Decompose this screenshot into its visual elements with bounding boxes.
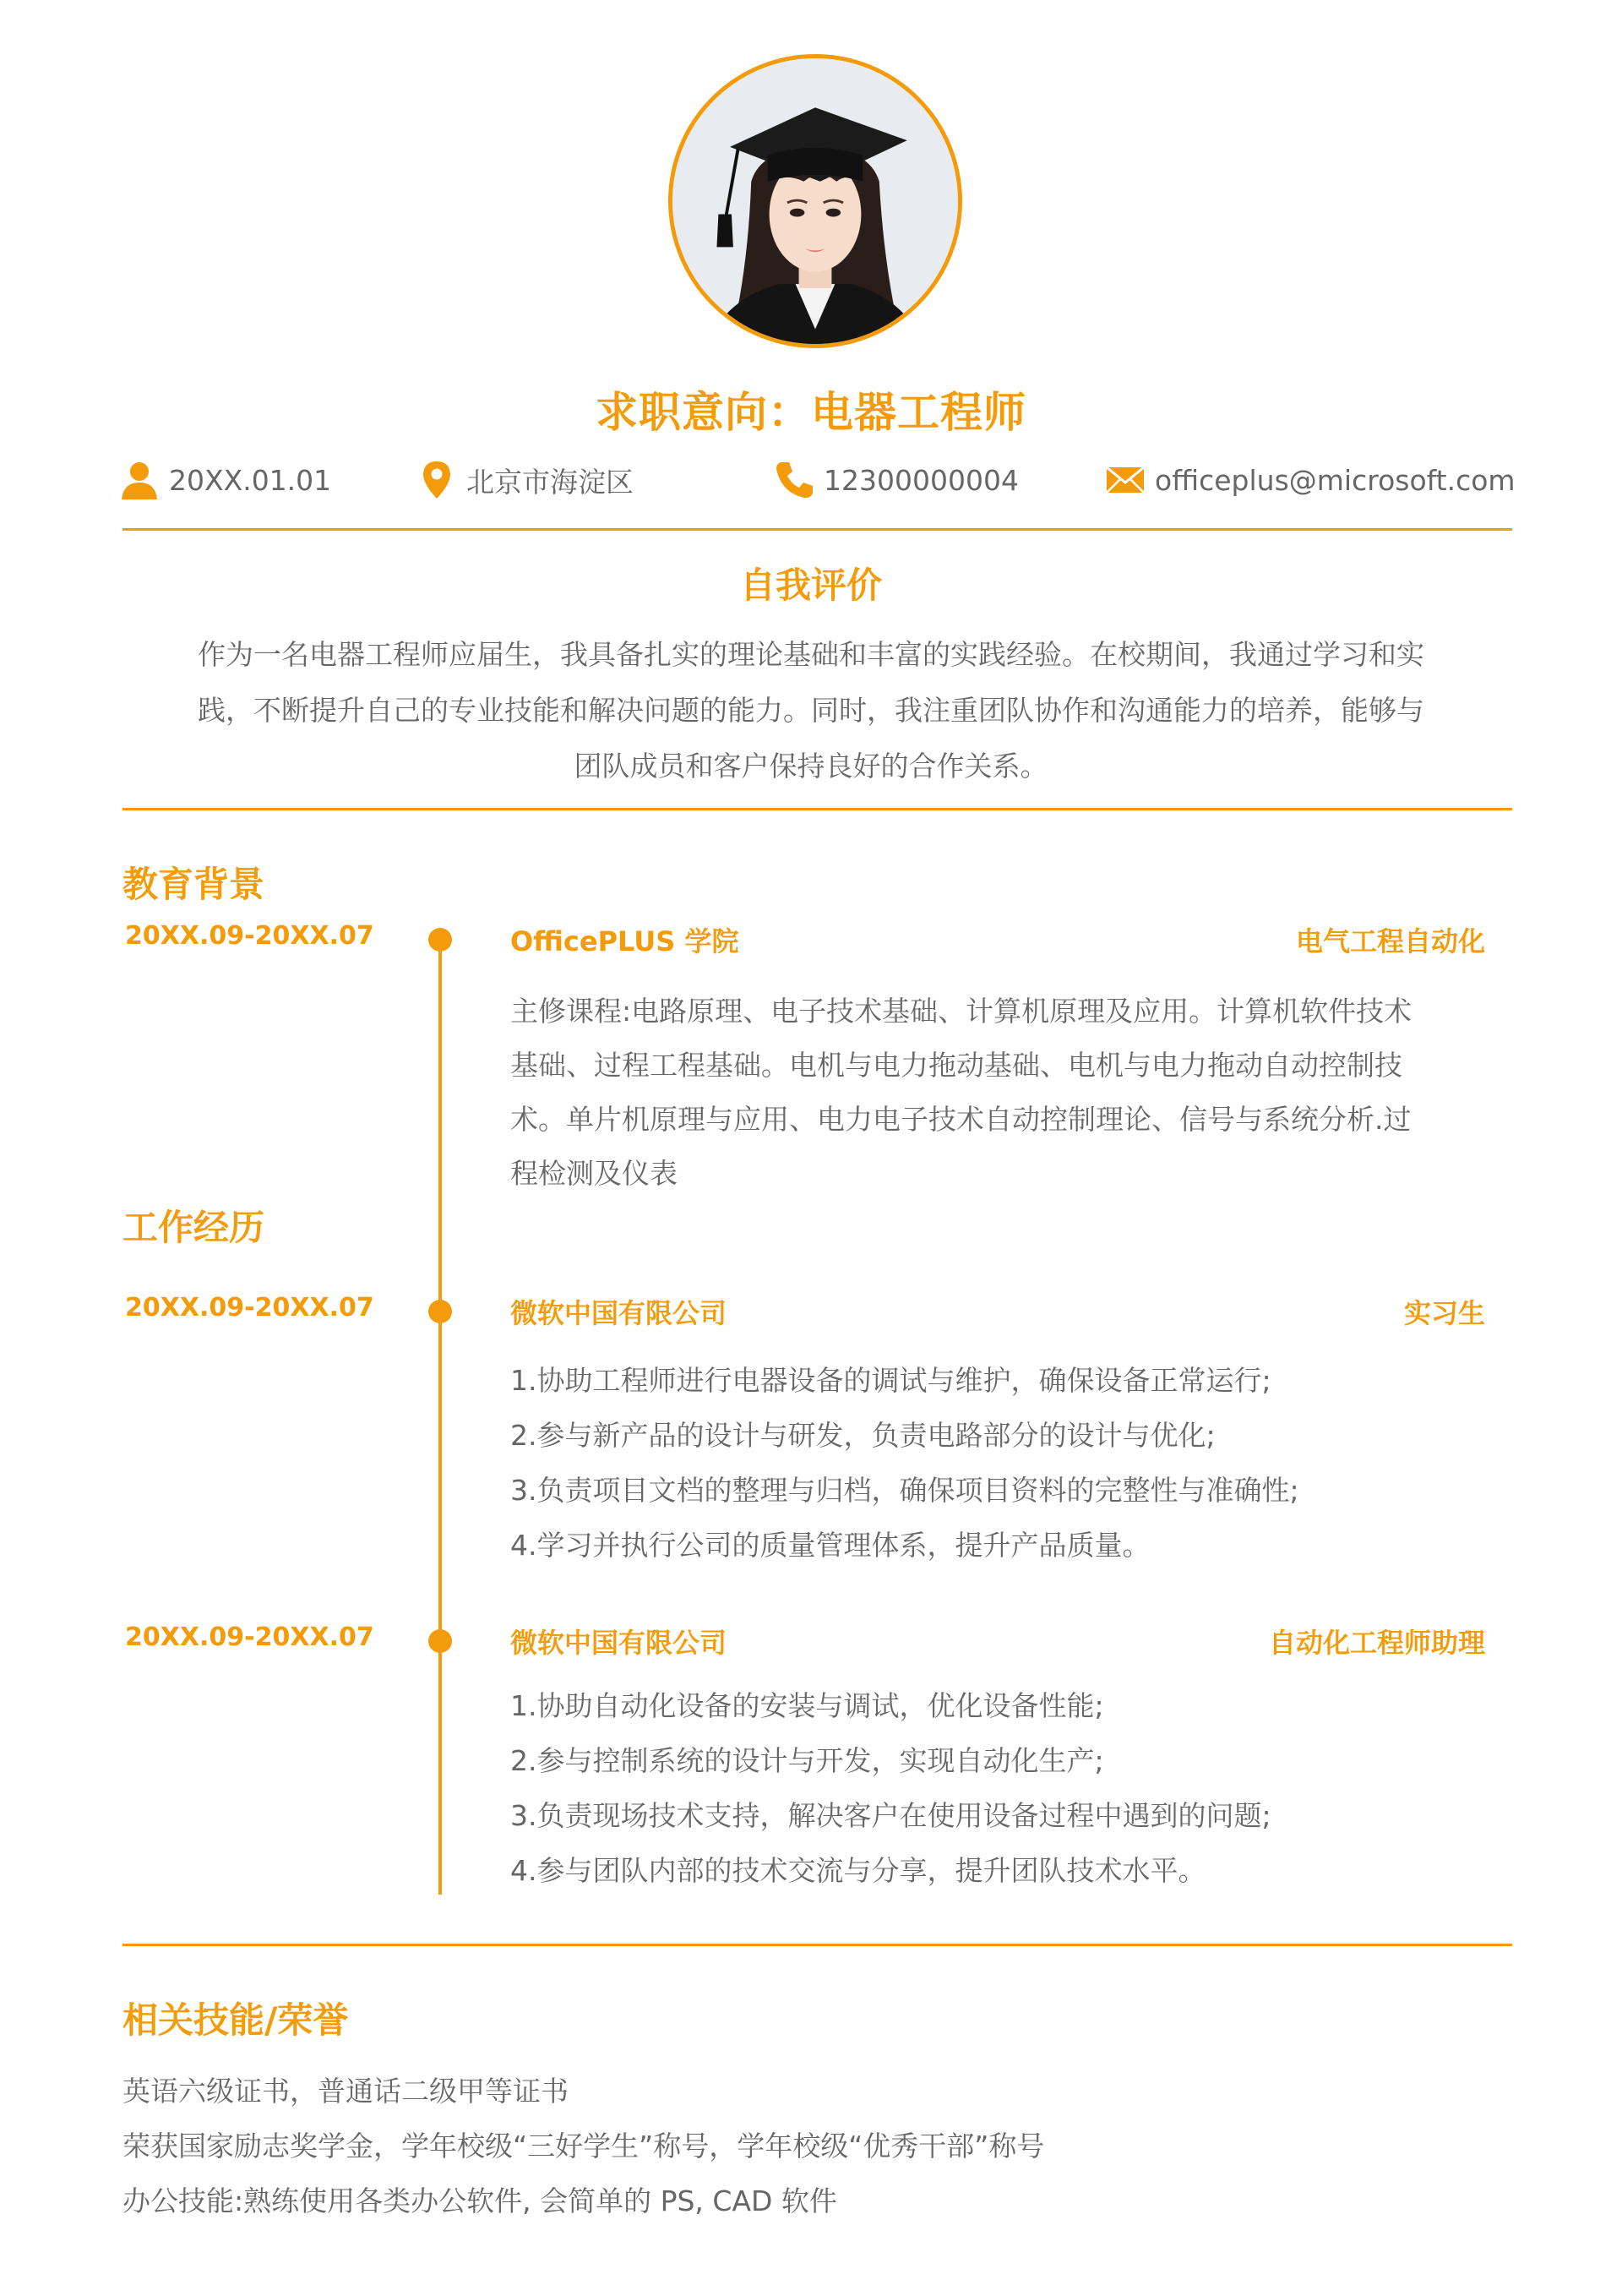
work-duties [510,1678,1490,1898]
job-role: 自动化工程师助理 [1268,1627,1485,1659]
education-line: 主修课程:电路原理、电子技术基础、计算机原理及应用。计算机软件技术 [510,995,1412,1028]
self-evaluation-line: 作为一名电器工程师应届生，我具备扎实的理论基础和丰富的实践经验。在校期间，我通过学习和实 [198,638,1424,671]
timeline-dot [428,1300,452,1323]
job-role: 实习生 [1403,1297,1485,1329]
email-text: officeplus@microsoft.com [1155,463,1516,497]
work-duties [510,1353,1490,1573]
duty-line: 2.参与新产品的设计与研发，负责电路部分的设计与优化; [510,1419,1216,1452]
company-name: 微软中国有限公司 [510,1627,727,1659]
timeline-line [438,940,442,1895]
education-line: 基础、过程工程基础。电机与电力拖动基础、电机与电力拖动自动控制技 [510,1049,1402,1082]
contact-birthdate [118,453,331,507]
duty-line: 4.参与团队内部的技术交流与分享，提升团队技术水平。 [510,1854,1206,1887]
location-pin-icon [416,459,458,501]
skills-heading: 相关技能/荣誉 [122,1999,349,2041]
duty-line: 1.协助工程师进行电器设备的调试与维护，确保设备正常运行; [510,1364,1271,1397]
self-evaluation-line: 践，不断提升自己的专业技能和解决问题的能力。同时，我注重团队协作和沟通能力的培养，能够与 [198,694,1424,727]
divider-line [122,808,1512,810]
duty-line: 2.参与控制系统的设计与开发，实现自动化生产; [510,1744,1104,1777]
phone-icon [773,459,815,501]
profile-photo [668,54,962,348]
person-icon [118,459,161,501]
contact-location [416,453,634,507]
skills-list [122,2064,1044,2228]
divider-line [122,1944,1512,1946]
timeline-dot [428,1629,452,1653]
contact-phone [773,453,1019,507]
location-text: 北京市海淀区 [466,465,634,499]
skill-line: 英语六级证书，普通话二级甲等证书 [122,2075,569,2108]
work-date: 20XX.09-20XX.07 [125,1293,374,1323]
skill-line: 办公技能:熟练使用各类办公软件, 会简单的 PS, CAD 软件 [122,2184,837,2217]
divider-line [122,528,1512,531]
timeline-dot [428,928,452,952]
major-name: 电气工程自动化 [1295,925,1485,957]
school-name: OfficePLUS 学院 [510,925,739,957]
birthdate-text: 20XX.01.01 [169,463,332,497]
education-line: 程检测及仪表 [510,1157,678,1190]
mail-icon [1104,459,1146,501]
self-evaluation-line: 团队成员和客户保持良好的合作关系。 [574,750,1048,783]
education-date: 20XX.09-20XX.07 [125,921,374,951]
skill-line: 荣获国家励志奖学金，学年校级“三好学生”称号，学年校级“优秀干部”称号 [122,2130,1045,2162]
work-date: 20XX.09-20XX.07 [125,1622,374,1652]
education-line: 术。单片机原理与应用、电力电子技术自动控制理论、信号与系统分析.过 [510,1103,1412,1136]
self-evaluation-text [144,627,1478,794]
work-experience-heading: 工作经历 [122,1207,265,1248]
education-description [510,984,1490,1201]
job-objective-title: 求职意向：电器工程师 [596,388,1026,437]
self-evaluation-heading: 自我评价 [739,564,882,606]
graduate-portrait-image [672,58,958,344]
duty-line: 4.学习并执行公司的质量管理体系，提升产品质量。 [510,1529,1151,1562]
phone-text: 12300000004 [824,463,1019,497]
contact-email [1104,453,1516,507]
duty-line: 1.协助自动化设备的安装与调试，优化设备性能; [510,1689,1104,1722]
company-name: 微软中国有限公司 [510,1297,727,1329]
duty-line: 3.负责现场技术支持，解决客户在使用设备过程中遇到的问题; [510,1799,1271,1832]
duty-line: 3.负责项目文档的整理与归档，确保项目资料的完整性与准确性; [510,1474,1299,1507]
education-heading: 教育背景 [122,864,265,905]
